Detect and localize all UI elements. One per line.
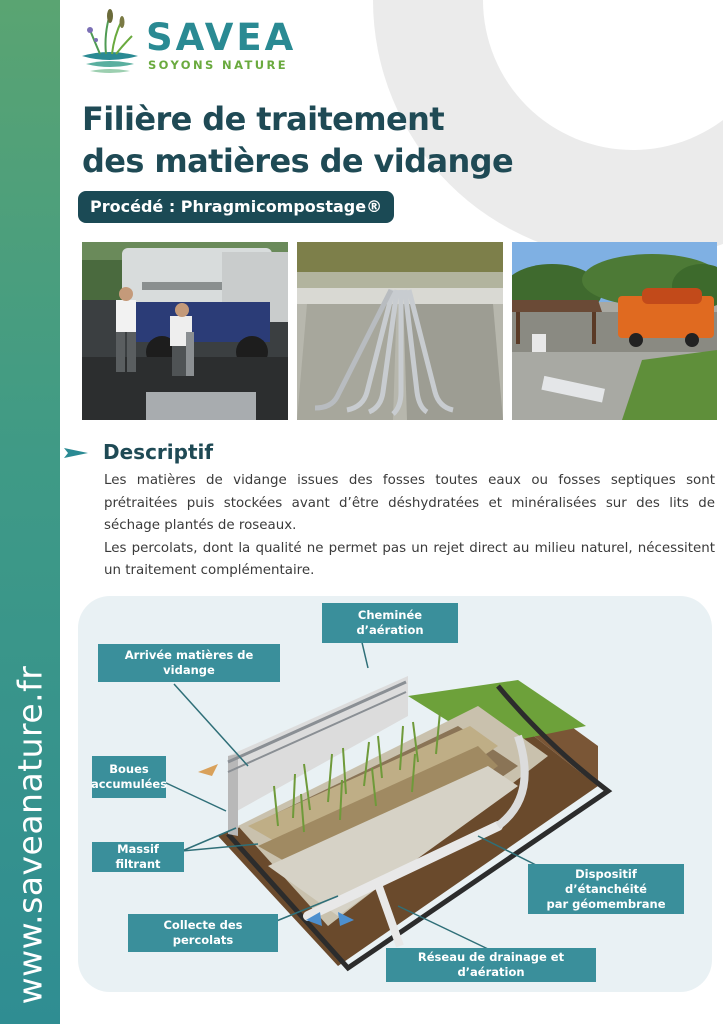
- photo-truck-operators: [82, 242, 288, 420]
- label-arrivee: [98, 644, 280, 682]
- label-boues: [92, 756, 166, 798]
- label-arrivee-text: Arrivée matières de vidange: [124, 648, 254, 677]
- title-line-2: des matières de vidange: [82, 142, 514, 180]
- label-reseau: [386, 948, 596, 982]
- photo-site-shelter: [512, 242, 717, 420]
- descriptif-paragraph-2: Les percolats, dont la qualité ne permet pas un rejet direct au milieu naturel, nécessitent un traitement complémentaire.: [104, 540, 715, 578]
- sidebar-url[interactable]: www.saveanature.fr: [10, 665, 50, 1005]
- label-massif-text: Massif filtrant: [115, 842, 161, 871]
- process-diagram: [78, 596, 712, 992]
- label-collecte-text: Collecte des percolats: [163, 918, 243, 947]
- logo-reeds-icon: [76, 6, 142, 78]
- label-boues-line-2: accumulées: [90, 777, 168, 791]
- label-dispositif-line-2: par géomembrane: [546, 896, 666, 911]
- descriptif-title: Descriptif: [103, 440, 214, 464]
- label-cheminee-text: Cheminée d’aération: [356, 608, 424, 637]
- brand-tagline: SOYONS NATURE: [148, 58, 288, 72]
- label-cheminee: [322, 603, 458, 643]
- label-dispositif: [528, 864, 684, 914]
- descriptif-arrow-icon: [64, 446, 88, 460]
- photo-drying-bed-pipes: [297, 242, 503, 420]
- label-collecte: [128, 914, 278, 952]
- brand-name: SAVEA: [146, 16, 297, 59]
- label-massif: [92, 842, 184, 872]
- title-line-1: Filière de traitement: [82, 100, 445, 138]
- descriptif-paragraph-1: Les matières de vidange issues des fosses toutes eaux ou fosses septiques sont prétraitées puis stockées avant d’être déshydratées et minéralisées sur des lits de séchage plantés de roseaux.: [104, 473, 715, 533]
- page-title: [82, 98, 513, 182]
- procede-badge: Procédé : Phragmicompostage®: [78, 191, 394, 223]
- descriptif-text: [104, 470, 715, 583]
- sidebar-band: [0, 0, 60, 1024]
- label-reseau-text: Réseau de drainage et d’aération: [417, 950, 565, 979]
- label-dispositif-line-1: Dispositif d’étanchéité: [565, 866, 647, 896]
- logo: [76, 6, 326, 82]
- label-boues-line-1: Boues: [109, 762, 149, 776]
